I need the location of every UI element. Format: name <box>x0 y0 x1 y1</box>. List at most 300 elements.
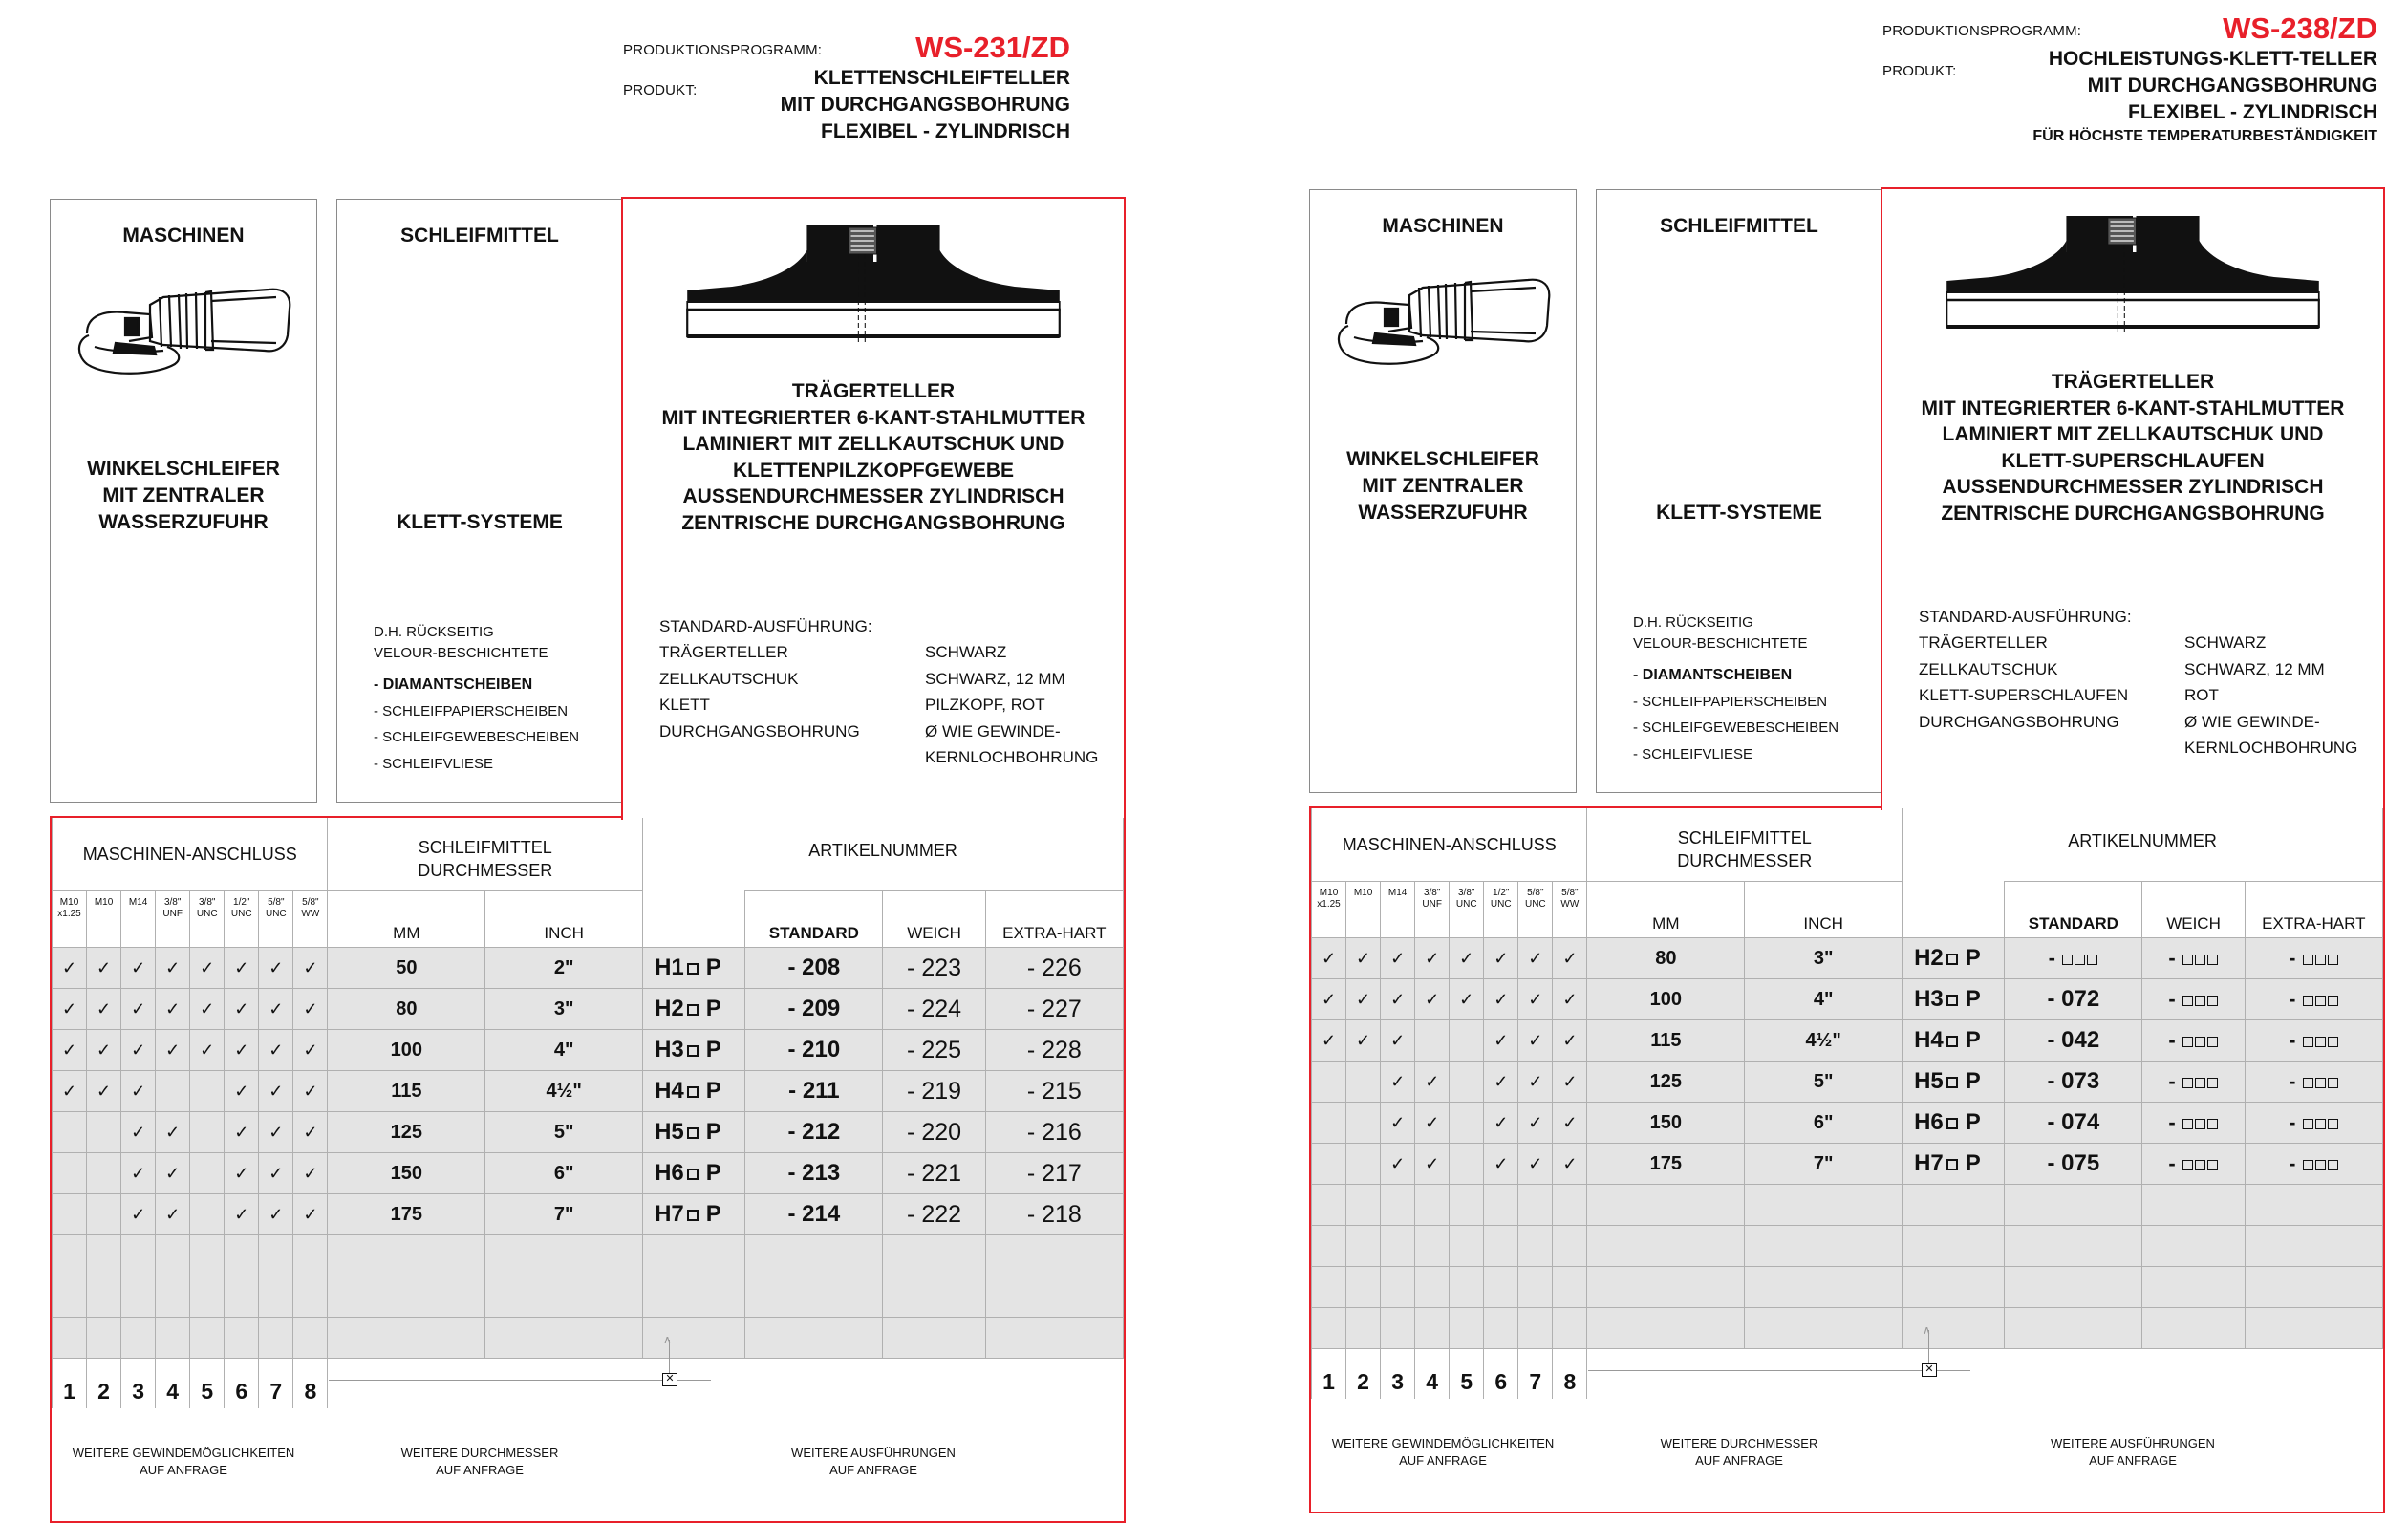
standard-value: ROT <box>2184 686 2219 704</box>
article-code <box>643 1071 745 1112</box>
article-weich: - 225 <box>883 1030 985 1071</box>
footer-note <box>50 1445 317 1479</box>
placeholder-square <box>2182 1078 2193 1088</box>
connection-column-header <box>87 891 121 948</box>
check-mark-icon: ✓ <box>1415 979 1450 1020</box>
connection-number: 5 <box>1450 1349 1484 1400</box>
diameter-mm <box>1587 1185 1745 1226</box>
check-mark-icon: ✓ <box>121 1153 156 1194</box>
extra-hart-header: EXTRA-HART <box>985 891 1123 948</box>
diameter-mm: 50 <box>328 948 485 989</box>
connection-thread: 3/8" <box>1423 888 1441 898</box>
diameter-mm: 80 <box>328 989 485 1030</box>
diameter-inch <box>1745 1226 1903 1267</box>
standard-value: Ø WIE GEWINDE- <box>2184 712 2320 731</box>
footer-note <box>1596 1435 1882 1469</box>
connection-column-header <box>190 891 225 948</box>
program-label: PRODUKTIONSPROGRAMM: <box>1882 23 2082 39</box>
check-mark-icon: ✓ <box>1346 938 1381 979</box>
article-dash: - <box>2048 946 2062 970</box>
pad-image <box>682 222 1064 351</box>
machine-description-line: MIT ZENTRALER <box>102 484 265 506</box>
check-mark-icon: ✓ <box>1484 979 1518 1020</box>
article-extra-hart: - 218 <box>985 1194 1123 1235</box>
pad-image <box>1942 212 2324 341</box>
connection-check-cell <box>1312 1226 1346 1267</box>
code-prefix: H2 <box>1914 945 1944 971</box>
check-mark-icon: ✓ <box>87 948 121 989</box>
placeholder-square <box>2328 996 2338 1006</box>
table-header-row <box>53 818 1124 891</box>
leader-line <box>329 1380 711 1381</box>
check-mark-icon: ✓ <box>1415 1103 1450 1144</box>
article-weich <box>2142 1267 2245 1308</box>
check-mark-icon: ✓ <box>1312 938 1346 979</box>
article-code <box>1903 1185 2005 1226</box>
standard-value: SCHWARZ <box>925 643 1007 661</box>
code-placeholder-square <box>687 1169 699 1180</box>
connection-check-cell <box>87 1194 121 1235</box>
article-standard: - 211 <box>745 1071 883 1112</box>
connection-type: UNC <box>265 909 287 919</box>
machine-description-line: WINKELSCHLEIFER <box>1346 448 1539 470</box>
check-mark-icon: ✓ <box>156 1112 190 1153</box>
check-mark-icon: ✓ <box>259 1030 293 1071</box>
connection-check-cell <box>259 1235 293 1276</box>
connection-type: UNC <box>196 909 218 919</box>
article-standard <box>745 1235 883 1276</box>
number-row-spacer <box>1587 1349 2383 1400</box>
connection-thread: 1/2" <box>233 897 250 908</box>
connection-column-header <box>1312 882 1346 938</box>
placeholder-square <box>2195 1037 2205 1047</box>
placeholder-square <box>2303 996 2313 1006</box>
connection-number-row <box>53 1359 1124 1409</box>
arrow-up-icon: ∧ <box>1923 1323 1931 1337</box>
article-code <box>643 1318 745 1359</box>
check-mark-icon: ✓ <box>293 1194 328 1235</box>
placeholder-square <box>2195 955 2205 965</box>
check-mark-icon: ✓ <box>1518 1144 1553 1185</box>
check-mark-icon: ✓ <box>1381 1020 1415 1062</box>
article-weich: - 222 <box>883 1194 985 1235</box>
diameter-inch: 4½" <box>1745 1020 1903 1062</box>
standard-label: TRÄGERTELLER <box>1919 633 2048 652</box>
check-mark-icon: ✓ <box>87 1071 121 1112</box>
connection-number: 4 <box>1415 1349 1450 1400</box>
placeholder-square <box>2182 955 2193 965</box>
connection-column-header <box>225 891 259 948</box>
connection-check-cell <box>87 1112 121 1153</box>
connection-check-cell <box>156 1071 190 1112</box>
connection-check-cell <box>1312 1308 1346 1349</box>
check-mark-icon: ✓ <box>1518 1103 1553 1144</box>
check-mark-icon: ✓ <box>1553 1062 1587 1103</box>
connection-check-cell <box>1346 1103 1381 1144</box>
connection-check-cell <box>1312 1062 1346 1103</box>
machines-title: MASCHINEN <box>122 225 245 247</box>
connection-check-cell <box>293 1276 328 1318</box>
connection-check-cell <box>225 1318 259 1359</box>
abrasives-item: - SCHLEIFPAPIERSCHEIBEN <box>374 702 569 719</box>
inch-header: INCH <box>485 891 643 948</box>
diameter-inch <box>1745 1267 1903 1308</box>
connection-check-cell <box>293 1235 328 1276</box>
article-code <box>1903 979 2005 1020</box>
empty-row <box>53 1235 1124 1276</box>
article-dash: - <box>2168 1069 2182 1093</box>
check-mark-icon: ✓ <box>156 948 190 989</box>
check-mark-icon: ✓ <box>87 989 121 1030</box>
connection-type: WW <box>301 909 320 919</box>
article-dash: - <box>2168 1151 2182 1175</box>
product-description-line: KLETTENPILZKOPFGEWEBE <box>733 459 1014 482</box>
article-standard <box>2005 1308 2142 1349</box>
product-description-line: LAMINIERT MIT ZELLKAUTSCHUK UND <box>682 433 1064 455</box>
connection-check-cell <box>53 1235 87 1276</box>
article-dash: - <box>2289 1151 2302 1175</box>
connection-thread: M10 <box>94 897 114 908</box>
connection-check-cell <box>1312 1267 1346 1308</box>
code-suffix: P <box>705 1078 721 1104</box>
placeholder-square <box>2328 1078 2338 1088</box>
check-mark-icon: ✓ <box>156 989 190 1030</box>
connection-check-cell <box>1312 1103 1346 1144</box>
check-mark-icon: ✓ <box>1518 1062 1553 1103</box>
article-standard <box>2005 1185 2142 1226</box>
check-mark-icon: ✓ <box>1518 938 1553 979</box>
check-mark-icon: ✓ <box>1553 1144 1587 1185</box>
mm-header: MM <box>328 891 485 948</box>
connection-thread: 5/8" <box>268 897 285 908</box>
abrasives-system: KLETT-SYSTEME <box>1656 502 1822 524</box>
article-weich: - 223 <box>883 948 985 989</box>
diameter-inch: 7" <box>485 1194 643 1235</box>
code-placeholder-square <box>687 1004 699 1016</box>
code-placeholder-square <box>1946 954 1958 965</box>
check-mark-icon: ✓ <box>1553 1103 1587 1144</box>
article-dash: - <box>2289 987 2302 1011</box>
connection-number: 6 <box>225 1359 259 1409</box>
article-dash: - <box>2168 946 2182 970</box>
connection-check-cell <box>1450 1020 1484 1062</box>
article-extra-hart: - 216 <box>985 1112 1123 1153</box>
check-mark-icon: ✓ <box>225 1194 259 1235</box>
code-placeholder-square <box>687 1045 699 1057</box>
connection-check-cell <box>1484 1226 1518 1267</box>
article-dash: - <box>2168 1110 2182 1134</box>
abrasives-item: - SCHLEIFGEWEBESCHEIBEN <box>374 729 580 745</box>
diameter-title <box>328 818 643 891</box>
abrasives-item: - DIAMANTSCHEIBEN <box>374 676 533 693</box>
connection-check-cell <box>190 1276 225 1318</box>
article-code <box>643 1153 745 1194</box>
table-subheader-row <box>1312 882 2383 938</box>
placeholder-square <box>2075 955 2085 965</box>
product-description-line: ZENTRISCHE DURCHGANGSBOHRUNG <box>681 511 1065 534</box>
article-code <box>643 1112 745 1153</box>
standard-label: ZELLKAUTSCHUK <box>1919 659 2058 678</box>
article-extra-hart <box>2245 938 2382 979</box>
code-suffix: P <box>705 1037 721 1062</box>
connection-check-cell <box>1381 1267 1415 1308</box>
product-description-line: KLETT-SUPERSCHLAUFEN <box>2001 449 2265 472</box>
diameter-title-line: SCHLEIFMITTEL <box>418 838 552 857</box>
article-extra-hart <box>985 1318 1123 1359</box>
check-mark-icon: ✓ <box>1312 1020 1346 1062</box>
article-weich <box>2142 1062 2245 1103</box>
code-suffix: P <box>1965 986 1981 1012</box>
footer-note-line: WEITERE AUSFÜHRUNGEN <box>791 1446 956 1460</box>
check-mark-icon: ✓ <box>1346 1020 1381 1062</box>
article-number-title: ARTIKELNUMMER <box>643 818 1124 891</box>
check-mark-icon: ✓ <box>121 948 156 989</box>
code-prefix: H3 <box>1914 986 1944 1012</box>
backing-pad-drawing <box>682 222 1064 346</box>
standard-value: SCHWARZ, 12 MM <box>2184 659 2325 678</box>
connection-check-cell <box>1346 1185 1381 1226</box>
arrow-up-icon: ∧ <box>663 1333 672 1346</box>
connection-check-cell <box>1346 1226 1381 1267</box>
article-table <box>52 818 1124 1408</box>
code-suffix: P <box>1965 1027 1981 1053</box>
diameter-mm: 115 <box>1587 1020 1745 1062</box>
connection-check-cell <box>1484 1267 1518 1308</box>
check-mark-icon: ✓ <box>259 989 293 1030</box>
diameter-inch: 2" <box>485 948 643 989</box>
article-standard <box>2005 938 2142 979</box>
check-mark-icon: ✓ <box>225 989 259 1030</box>
connection-check-cell <box>293 1318 328 1359</box>
article-weich <box>2142 1144 2245 1185</box>
article-code <box>1903 938 2005 979</box>
product-frame <box>621 197 1126 820</box>
connection-check-cell <box>121 1276 156 1318</box>
check-mark-icon: ✓ <box>190 1030 225 1071</box>
code-prefix: H5 <box>655 1119 684 1145</box>
article-code <box>1903 1226 2005 1267</box>
article-weich <box>2142 979 2245 1020</box>
check-mark-icon: ✓ <box>1553 938 1587 979</box>
weich-header: WEICH <box>883 891 985 948</box>
code-header <box>643 891 745 948</box>
standard-label: TRÄGERTELLER <box>659 643 788 661</box>
check-mark-icon: ✓ <box>1484 938 1518 979</box>
article-row <box>53 989 1124 1030</box>
connection-check-cell <box>1450 1226 1484 1267</box>
check-mark-icon: ✓ <box>190 948 225 989</box>
connection-number: 6 <box>1484 1349 1518 1400</box>
diameter-mm: 125 <box>328 1112 485 1153</box>
check-mark-icon: ✓ <box>1381 979 1415 1020</box>
check-mark-icon: ✓ <box>259 948 293 989</box>
connection-thread: 3/8" <box>1457 888 1475 898</box>
connection-thread: M14 <box>1387 888 1408 898</box>
check-mark-icon: ✓ <box>259 1112 293 1153</box>
article-code <box>1903 1020 2005 1062</box>
placeholder-square <box>2182 996 2193 1006</box>
sheet-WS-231/ZD <box>50 0 1120 1521</box>
diameter-mm <box>328 1235 485 1276</box>
table-subheader-row <box>53 891 1124 948</box>
connection-check-cell <box>225 1235 259 1276</box>
code-prefix: H5 <box>1914 1068 1944 1094</box>
code-placeholder-square <box>1946 995 1958 1006</box>
connection-column-header <box>1518 882 1553 938</box>
article-dash: - <box>2289 1069 2302 1093</box>
placeholder-square <box>2328 1160 2338 1170</box>
check-mark-icon: ✓ <box>121 1071 156 1112</box>
diameter-mm: 115 <box>328 1071 485 1112</box>
check-mark-icon: ✓ <box>1415 938 1450 979</box>
check-mark-icon: ✓ <box>1450 979 1484 1020</box>
connection-thread: 5/8" <box>302 897 319 908</box>
article-extra-hart <box>2245 979 2382 1020</box>
placeholder-square <box>2195 996 2205 1006</box>
check-mark-icon: ✓ <box>156 1194 190 1235</box>
connection-thread: 3/8" <box>163 897 182 908</box>
connection-check-cell <box>1450 1144 1484 1185</box>
connection-number: 7 <box>1518 1349 1553 1400</box>
connection-column-header <box>53 891 87 948</box>
footer-note-line: AUF ANFRAGE <box>2089 1453 2177 1468</box>
code-placeholder-square <box>687 963 699 975</box>
article-standard: - 214 <box>745 1194 883 1235</box>
code-suffix: P <box>1965 1068 1981 1094</box>
connection-check-cell <box>1381 1185 1415 1226</box>
article-row <box>1312 938 2383 979</box>
abrasives-note: VELOUR-BESCHICHTETE <box>1633 635 1808 652</box>
code-prefix: H4 <box>655 1078 684 1104</box>
check-mark-icon: ✓ <box>1450 938 1484 979</box>
connection-check-cell <box>87 1235 121 1276</box>
code-prefix: H6 <box>1914 1109 1944 1135</box>
diameter-mm <box>1587 1226 1745 1267</box>
article-row <box>1312 1103 2383 1144</box>
connection-check-cell <box>121 1235 156 1276</box>
standard-title: STANDARD-AUSFÜHRUNG: <box>1919 608 2132 626</box>
diameter-inch: 3" <box>1745 938 1903 979</box>
placeholder-square <box>2303 1160 2313 1170</box>
diameter-inch <box>1745 1308 1903 1349</box>
connection-type: UNC <box>1524 899 1546 910</box>
connection-check-cell <box>190 1194 225 1235</box>
footer-note-line: AUF ANFRAGE <box>140 1463 227 1477</box>
diameter-inch: 7" <box>1745 1144 1903 1185</box>
inch-header: INCH <box>1745 882 1903 938</box>
number-row-spacer <box>328 1359 1124 1409</box>
product-label: PRODUKT: <box>1882 63 1957 79</box>
diameter-inch: 4½" <box>485 1071 643 1112</box>
diameter-inch: 4" <box>1745 979 1903 1020</box>
article-code <box>643 1194 745 1235</box>
abrasives-list <box>374 622 579 777</box>
placeholder-square <box>2207 1037 2218 1047</box>
product-name-line: MIT DURCHGANGSBOHRUNG <box>2087 75 2377 97</box>
placeholder-square <box>2315 1037 2326 1047</box>
code-prefix: H2 <box>655 996 684 1021</box>
standard-value: PILZKOPF, ROT <box>925 696 1045 714</box>
connection-check-cell <box>1415 1226 1450 1267</box>
article-standard: - 212 <box>745 1112 883 1153</box>
connection-check-cell <box>1415 1308 1450 1349</box>
article-row <box>1312 979 2383 1020</box>
article-standard: - 074 <box>2005 1103 2142 1144</box>
standard-value: SCHWARZ <box>2184 633 2267 652</box>
article-weich: - 221 <box>883 1153 985 1194</box>
table-header-row <box>1312 808 2383 882</box>
product-name-line: HOCHLEISTUNGS-KLETT-TELLER <box>2048 48 2377 70</box>
standard-value: KERNLOCHBOHRUNG <box>925 748 1099 766</box>
connection-check-cell <box>1450 1185 1484 1226</box>
check-mark-icon: ✓ <box>53 1030 87 1071</box>
connection-type: x1.25 <box>1317 899 1341 910</box>
code-suffix: P <box>705 1160 721 1186</box>
connection-check-cell <box>259 1276 293 1318</box>
standard-label: DURCHGANGSBOHRUNG <box>1919 712 2119 731</box>
product-subtitle: FÜR HÖCHSTE TEMPERATURBESTÄNDIGKEIT <box>2032 128 2377 144</box>
article-standard: - 072 <box>2005 979 2142 1020</box>
diameter-inch: 6" <box>485 1153 643 1194</box>
article-standard <box>2005 1226 2142 1267</box>
article-extra-hart <box>2245 1185 2382 1226</box>
connection-type: UNF <box>1422 899 1442 910</box>
connection-number: 2 <box>87 1359 121 1409</box>
diameter-title-line: DURCHMESSER <box>418 861 553 880</box>
code-placeholder-square <box>687 1086 699 1098</box>
article-weich: - 219 <box>883 1071 985 1112</box>
diameter-mm: 125 <box>1587 1062 1745 1103</box>
connection-column-header <box>1484 882 1518 938</box>
standard-label: KLETT <box>659 696 710 714</box>
article-standard: - 075 <box>2005 1144 2142 1185</box>
abrasives-note: D.H. RÜCKSEITIG <box>1633 614 1753 631</box>
article-standard: - 208 <box>745 948 883 989</box>
diameter-title <box>1587 808 1903 882</box>
check-mark-icon: ✓ <box>1415 1062 1450 1103</box>
connection-check-cell <box>1415 1185 1450 1226</box>
check-mark-icon: ✓ <box>225 948 259 989</box>
check-mark-icon: ✓ <box>225 1153 259 1194</box>
machine-description-line: WASSERZUFUHR <box>98 511 269 533</box>
article-standard <box>745 1318 883 1359</box>
check-mark-icon: ✓ <box>259 1071 293 1112</box>
check-mark-icon: ✓ <box>1312 979 1346 1020</box>
connection-check-cell <box>1553 1308 1587 1349</box>
abrasives-note: D.H. RÜCKSEITIG <box>374 624 494 640</box>
article-dash: - <box>2168 1028 2182 1052</box>
article-code <box>1903 1308 2005 1349</box>
diameter-mm: 175 <box>1587 1144 1745 1185</box>
mm-header: MM <box>1587 882 1745 938</box>
code-placeholder-square <box>687 1210 699 1221</box>
connection-check-cell <box>1381 1226 1415 1267</box>
placeholder-square <box>2207 1160 2218 1170</box>
standard-value: SCHWARZ, 12 MM <box>925 669 1065 688</box>
connection-check-cell <box>1518 1308 1553 1349</box>
connection-check-cell <box>1312 1185 1346 1226</box>
connection-check-cell <box>1346 1144 1381 1185</box>
connection-type: UNC <box>1490 899 1512 910</box>
placeholder-square <box>2303 1037 2313 1047</box>
article-extra-hart <box>2245 1226 2382 1267</box>
empty-row <box>53 1276 1124 1318</box>
check-mark-icon: ✓ <box>1346 979 1381 1020</box>
abrasives-note: VELOUR-BESCHICHTETE <box>374 645 548 661</box>
footer-note-line: WEITERE AUSFÜHRUNGEN <box>2051 1436 2215 1450</box>
article-weich <box>2142 938 2245 979</box>
standard-label: KLETT-SUPERSCHLAUFEN <box>1919 686 2129 704</box>
